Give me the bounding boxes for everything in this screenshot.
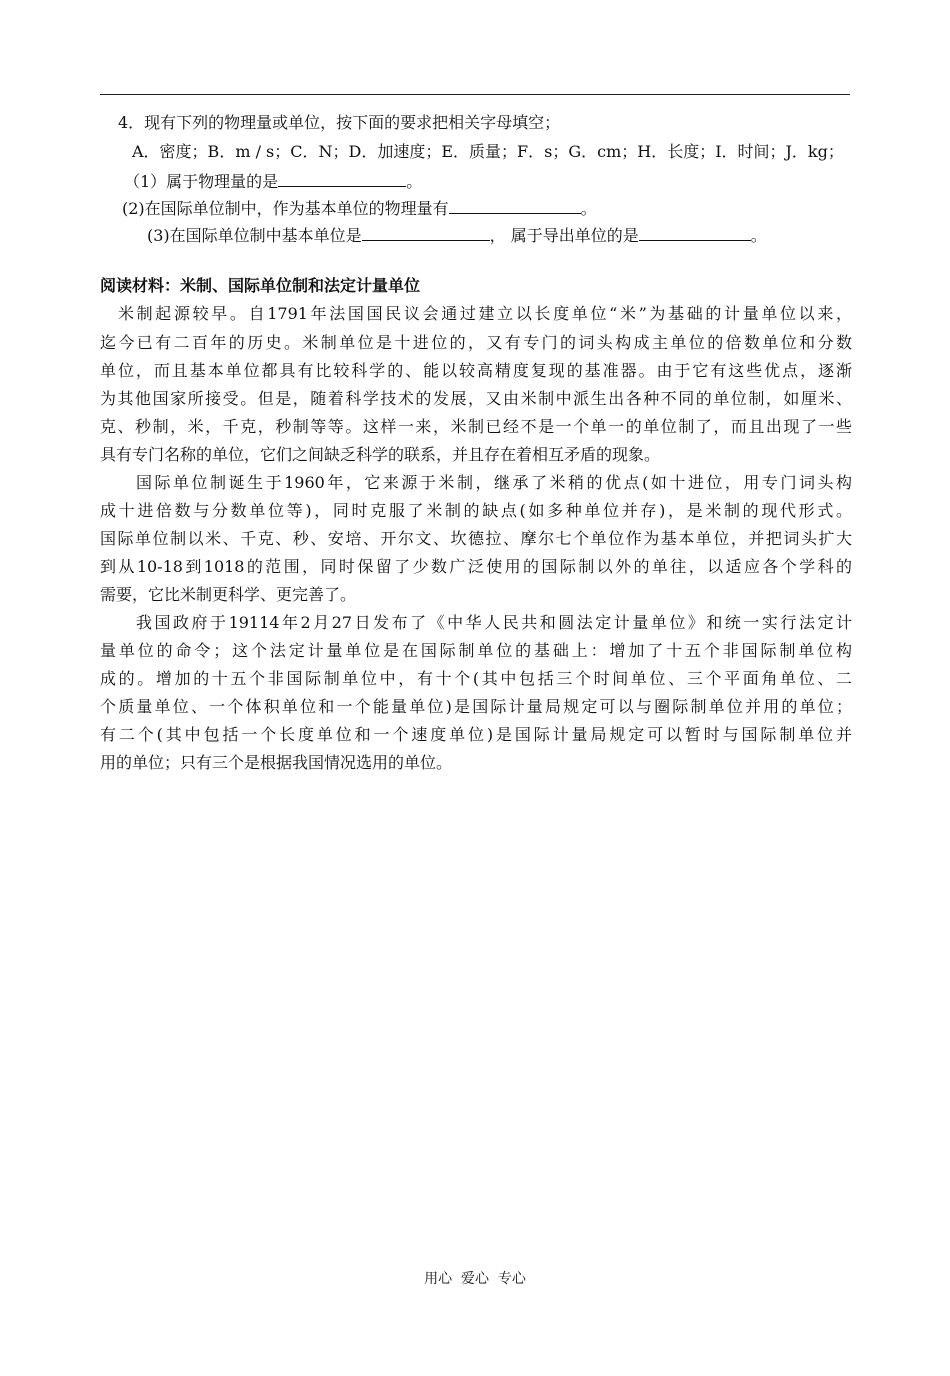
question-2-end: 。 <box>580 199 597 218</box>
question-3-text: (3)在国际单位制中基本单位是 <box>147 226 362 245</box>
question-options: A．密度；B．m / s；C．N；D．加速度；E．质量；F．s；G．cm；H．长度；I．时间；J．kg； <box>132 142 844 161</box>
answer-blank-2[interactable] <box>449 197 581 214</box>
question-prompt: 4．现有下列的物理量或单位，按下面的要求把相关字母填空； <box>118 113 561 132</box>
paragraph-3-line: 量单位的命令；这个法定计量单位是在国际制单位的基础上：增加了十五个非国际制单位构 <box>100 641 852 660</box>
question-1 <box>124 170 422 192</box>
paragraph-1-line: 为其他国家所接受。但是，随着科学技术的发展，又由米制中派生出各种不同的单位制，如厘米、 <box>100 389 852 408</box>
paragraph-3-line: 成的。增加的十五个非国际制单位中，有十个(其中包括三个时间单位、三个平面角单位、二 <box>100 669 852 688</box>
header-rule <box>100 94 850 95</box>
answer-blank-1[interactable] <box>278 170 406 187</box>
question-3-middle: ， 属于导出单位的是 <box>489 226 639 245</box>
paragraph-2-line: 国际单位制诞生于1960年，它来源于米制，继承了米稍的优点(如十进位，用专门词头构 <box>136 473 852 492</box>
paragraph-2-line: 成十进倍数与分数单位等)，同时克服了米制的缺点(如多种单位并存)，是米制的现代形式。 <box>100 501 852 520</box>
paragraph-2-line: 到从10-18到1018的范围，同时保留了少数广泛使用的国际制以外的单往，以适应各个学科的 <box>100 557 852 576</box>
paragraph-3-line: 有二个(其中包括一个长度单位和一个速度单位)是国际计量局规定可以暂时与国际制单位并 <box>100 725 852 744</box>
question-2 <box>122 197 597 219</box>
paragraph-1-line: 克、秒制，米，千克，秒制等等。这样一来，米制已经不是一个单一的单位制了，而且出现了一些 <box>100 417 852 436</box>
question-1-end: 。 <box>406 172 423 191</box>
page-footer: 用心 爱心 专心 <box>424 1271 526 1287</box>
paragraph-3-line: 用的单位；只有三个是根据我国情况选用的单位。 <box>100 753 453 772</box>
paragraph-1-line: 具有专门名称的单位，它们之间缺乏科学的联系，并且存在着相互矛盾的现象。 <box>100 445 661 464</box>
question-1-text: （1）属于物理量的是 <box>124 172 279 191</box>
paragraph-1-line: 迄今已有二百年的历史。米制单位是十进位的，又有专门的词头构成主单位的倍数单位和分数 <box>100 333 852 352</box>
answer-blank-3b[interactable] <box>639 224 751 241</box>
reading-heading: 阅读材料：米制、国际单位制和法定计量单位 <box>100 276 421 295</box>
answer-blank-3a[interactable] <box>362 224 490 241</box>
paragraph-3-line: 我国政府于19114年2月27日发布了《中华人民共和圆法定计量单位》和统一实行法定计 <box>136 613 852 632</box>
question-2-text: (2)在国际单位制中，作为基本单位的物理量有 <box>122 199 449 218</box>
paragraph-2-line: 国际单位制以米、千克、秒、安培、开尔文、坎德拉、摩尔七个单位作为基本单位，并把词头扩大 <box>100 529 852 548</box>
paragraph-2-line: 需要，它比米制更科学、更完善了。 <box>100 585 357 604</box>
question-3-end: 。 <box>750 226 767 245</box>
paragraph-3-line: 个质量单位、一个体积单位和一个能量单位)是国际计量局规定可以与圈际制单位并用的单位； <box>100 697 852 716</box>
paragraph-1-line: 单位，而且基本单位都具有比较科学的、能以较高精度复现的基准器。由于它有这些优点，逐渐 <box>100 361 852 380</box>
paragraph-1-line: 米制起源较早。自1791年法国国民议会通过建立以长度单位“米”为基础的计量单位以来， <box>118 304 852 323</box>
question-3 <box>147 224 767 246</box>
